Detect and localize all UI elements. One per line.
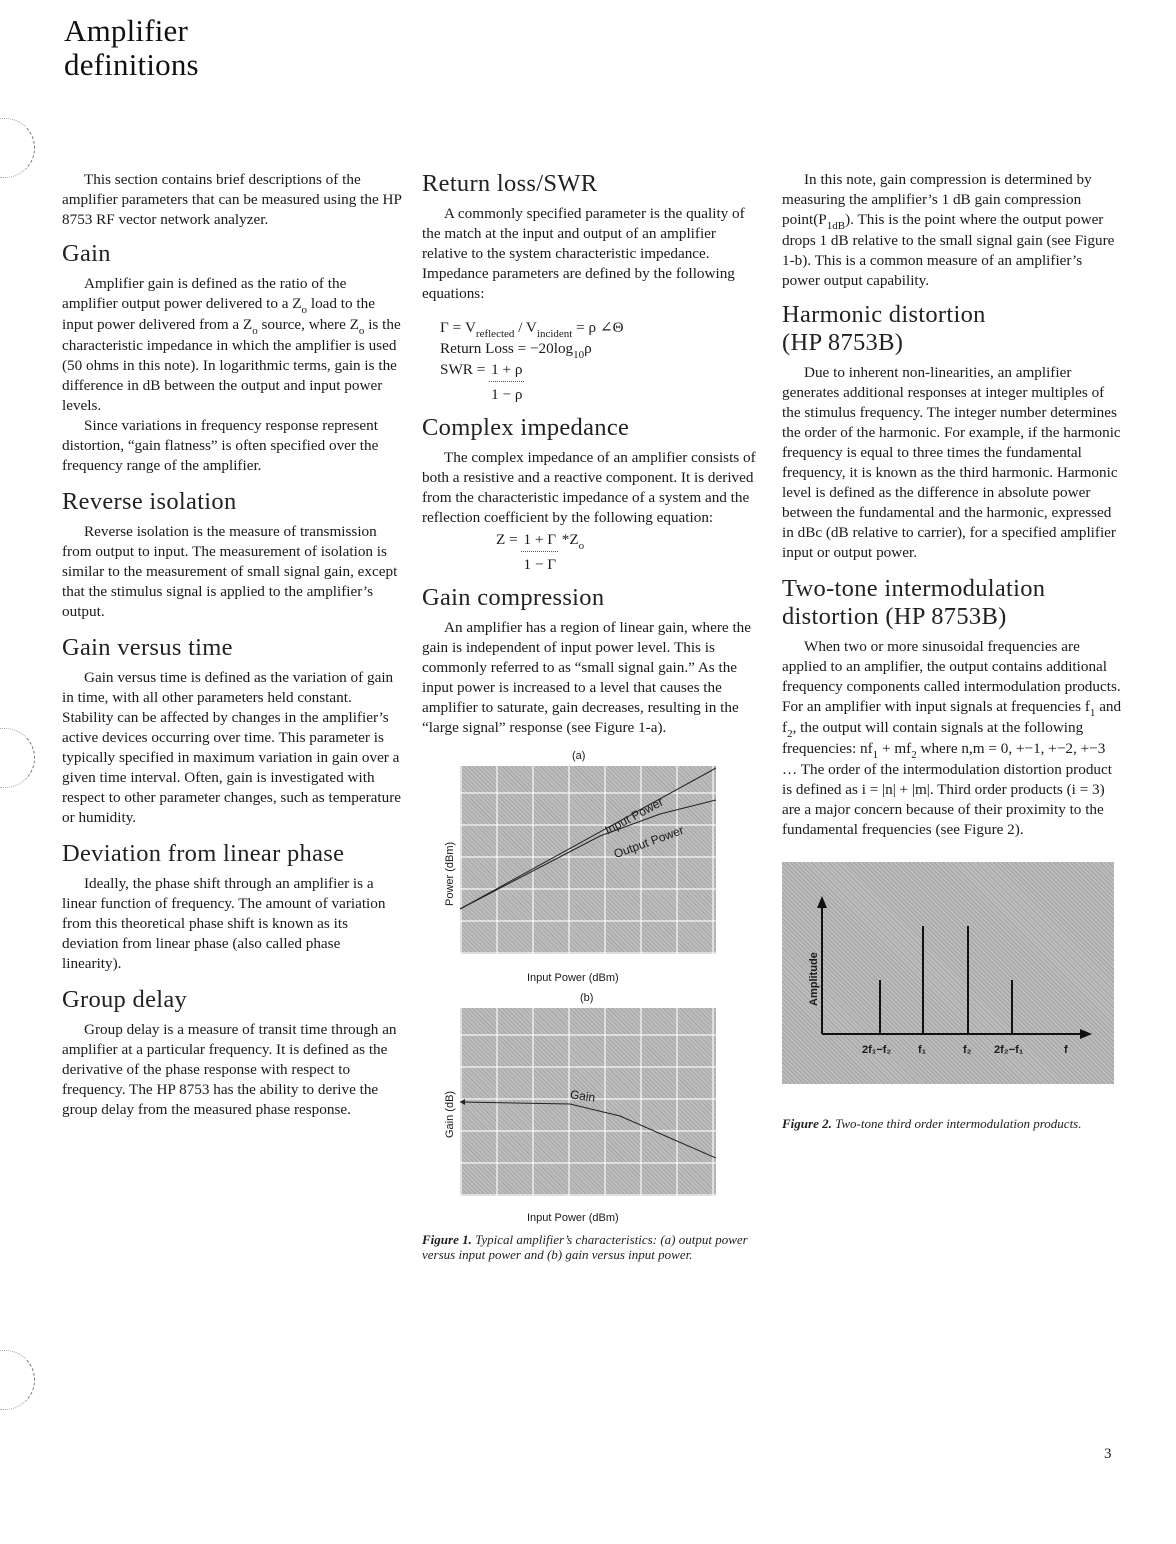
- figure-1a-xlabel: Input Power (dBm): [527, 972, 619, 984]
- complex-impedance-paragraph: The complex impedance of an amplifier consists of both a resistive and a reactive component. It is derived from the characteristic impedance of a system and the reflection coefficient by the following equation:: [422, 449, 756, 526]
- figure-2-plot: [782, 862, 1114, 1084]
- reverse-isolation-paragraph: Reverse isolation is the measure of transmission from output to input. The measurement of isolation is similar to the measurement of small signal gain, except that the stimulus signal is applied to the amplifier’s output.: [62, 523, 398, 620]
- figure-1a-plot: [460, 766, 716, 954]
- harmonic-distortion-paragraph: Due to inherent non-linearities, an amplifier generates additional responses at integer multiples of the stimulus frequency. The integer number determines the order of the harmonic. For example, if the harmonic frequency is equal to three times the fundamental frequency, it is known as the third harmonic. Harmonic level is defined as the difference in absolute power between the fundamental and the harmonic, expressed in dBc (dB relative to carrier), for a specified amplifier input or output power.: [782, 364, 1121, 561]
- heading-reverse-isolation: Reverse isolation: [62, 488, 237, 515]
- figure-1-caption: Figure 1. Typical amplifier’s characteristics: (a) output power versus input power and (b) gain versus input power.: [422, 1232, 748, 1262]
- heading-deviation-linear-phase: Deviation from linear phase: [62, 840, 345, 867]
- heading-gain-compression: Gain compression: [422, 584, 605, 611]
- heading-group-delay: Group delay: [62, 986, 188, 1013]
- punch-hole-top: [0, 118, 35, 178]
- impedance-equation: Z = $\frac{1 + \Gamma}{1 - \Gamma}$ $*Z_o$: [496, 531, 585, 573]
- figure-2-tick-3: f₂: [963, 1044, 972, 1056]
- heading-gain-versus-time: Gain versus time: [62, 634, 233, 661]
- group-delay-paragraph: Group delay is a measure of transit time through an amplifier at a particular frequency. It is defined as the derivative of the phase response with respect to frequency. The HP 8753 has the ability to derive the group delay from the measured phase response.: [62, 1021, 397, 1118]
- gain-compression-paragraph: An amplifier has a region of linear gain, where the gain is independent of input power level. This is commonly referred to as “small signal gain.” As the input power is increased to a level that causes the amplifier to saturate, gain decreases, resulting in the “large signal” response (see Figure 1-a).: [422, 619, 752, 736]
- gain-versus-time-paragraph: Gain versus time is defined as the variation of gain in time, with all other parameters held constant. Stability can be affected by changes in the amplifier’s active devices occurring over time. This parameter is typically specified in maximum variation in gain over a given time interval. Often, gain is investigated with respect to other parameter changes, such as temperature or humidity.: [62, 669, 402, 826]
- punch-hole-bottom: [0, 1350, 35, 1410]
- figure-2-tick-4: 2f₂−f₁: [994, 1044, 1024, 1056]
- figure-1a-label: (a): [572, 750, 586, 762]
- page-title: [64, 14, 199, 82]
- figure-2-tick-5: f: [1064, 1044, 1068, 1056]
- figure-2-tick-2: f₁: [918, 1044, 927, 1056]
- gain-paragraph-1: Amplifier gain is defined as the ratio of the amplifier output power delivered to a $Z_o$ load to the input power delivered from a $Z_o$ source, where $Z_o$ is the characteristic impedance in which the amplifier is used (50 ohms in this note). In logarithmic terms, gain is the difference in dB between the output and input power levels.: [62, 275, 401, 414]
- heading-gain: Gain: [62, 240, 111, 267]
- column-2: [422, 170, 760, 1286]
- two-tone-paragraph: When two or more sinusoidal frequencies are applied to an amplifier, the output contains additional frequency components called intermodulation products. For an amplifier with input signals at frequencies $f_1$ and $f_2$, the output will contain signals at the following frequencies: $nf_1 + mf_2$ where n,m = 0, +−1, +−2, +−3 … The order of the intermodulation distortion product is defined as i = |n| + |m|. Third order products (i = 3) are a major concern because of their proximity to the fundamental frequencies (see Figure 2).: [782, 638, 1122, 838]
- intro-paragraph: This section contains brief descriptions of the amplifier parameters that can be measured using the HP 8753 RF vector network analyzer.: [62, 171, 402, 228]
- figure-1b-xlabel: Input Power (dBm): [527, 1212, 619, 1224]
- figure-1b-ylabel: Gain (dB): [444, 1090, 456, 1138]
- title-line-2: definitions: [64, 47, 199, 82]
- title-line-1: Amplifier: [64, 13, 189, 48]
- gain-paragraph-2: Since variations in frequency response represent distortion, “gain flatness” is often specified over the frequency range of the amplifier.: [62, 417, 379, 474]
- page-number: 3: [1104, 1446, 1112, 1462]
- column-1: [62, 170, 402, 1120]
- deviation-paragraph: Ideally, the phase shift through an amplifier is a linear function of frequency. The amount of variation from this theoretical phase shift is known as its deviation from linear phase (also called phase linearity).: [62, 875, 386, 972]
- swr-equation: SWR = $\frac{1 + \rho}{1 - \rho}$: [440, 361, 523, 403]
- gain-annotation: Gain: [569, 1087, 597, 1105]
- heading-complex-impedance: Complex impedance: [422, 414, 630, 441]
- figure-2: [782, 862, 1122, 1152]
- gamma-equation: $\Gamma = V_{reflected} / V_{incident} = \rho$ ∠Θ: [440, 319, 624, 340]
- input-power-annotation: Input Power: [602, 794, 666, 838]
- heading-return-loss-swr: Return loss/SWR: [422, 170, 598, 197]
- figure-1b-label: (b): [580, 992, 594, 1004]
- figure-1b-plot: [460, 1008, 716, 1196]
- output-power-annotation: Output Power: [611, 822, 686, 862]
- figure-1a-ylabel: Power (dBm): [444, 841, 456, 906]
- heading-two-tone-intermodulation: Two-tone intermodulation distortion (HP 8753B): [782, 575, 1046, 630]
- figure-2-ylabel: Amplitude: [808, 952, 820, 1006]
- column-3: [782, 170, 1122, 1152]
- gain-compression-continued-paragraph: In this note, gain compression is determined by measuring the amplifier’s 1 dB gain compression $point(P_{1dB})$. This is the point where the output power drops 1 dB relative to the small signal gain (see Figure 1-b). This is a common measure of an amplifier’s power output capability.: [782, 171, 1115, 289]
- heading-harmonic-distortion: Harmonic distortion (HP 8753B): [782, 301, 986, 356]
- return-loss-equations: [440, 318, 760, 404]
- figure-1: [422, 746, 760, 1286]
- figure-1a-lines: [460, 766, 716, 954]
- return-loss-paragraph: A commonly specified parameter is the quality of the match at the input and output of an amplifier relative to the system characteristic impedance. Impedance parameters are defined by the following equations:: [422, 205, 745, 302]
- figure-2-tick-1: 2f₁−f₂: [862, 1044, 892, 1056]
- return-loss-equation: Return Loss = $-20\log_{10}\rho$: [440, 340, 592, 361]
- figure-2-caption: Figure 2. Two-tone third order intermodulation products.: [782, 1116, 1082, 1131]
- punch-hole-middle: [0, 728, 35, 788]
